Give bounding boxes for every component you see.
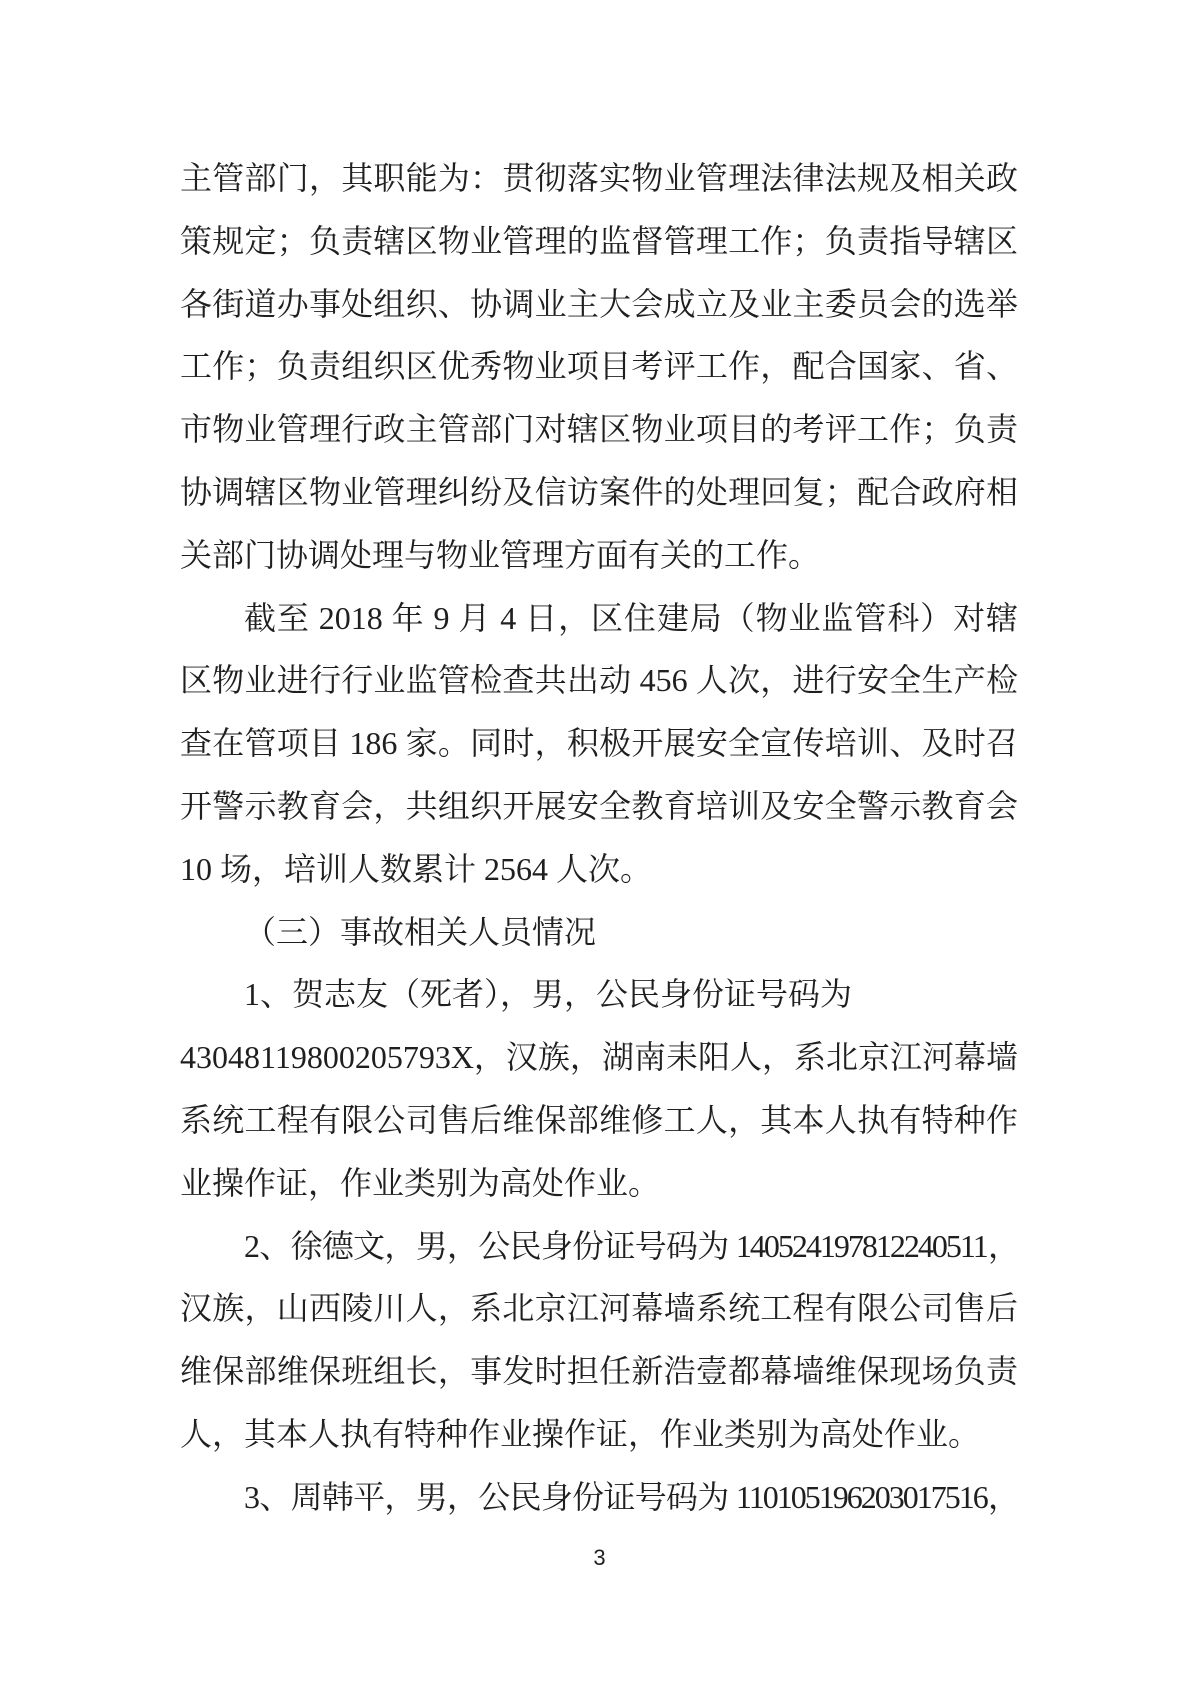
page-number: 3 [593, 1545, 606, 1570]
text-line: 各街道办事处组织、协调业主大会成立及业主委员会的选举 [180, 285, 1018, 322]
text-line: 2、徐德文，男，公民身份证号码为 140524197812240511， [244, 1227, 1018, 1264]
text-line: 1、贺志友（死者），男，公民身份证号码为 [244, 976, 853, 1013]
text-line: 策规定；负责辖区物业管理的监督管理工作；负责指导辖区 [180, 222, 1018, 259]
section-heading: （三）事故相关人员情况 [244, 913, 597, 950]
text-line: 3、周韩平，男，公民身份证号码为 110105196203017516， [244, 1478, 1018, 1515]
text-line: 截至 2018 年 9 月 4 日，区住建局（物业监管科）对辖 [244, 599, 1018, 636]
text-line: 协调辖区物业管理纠纷及信访案件的处理回复；配合政府相 [180, 473, 1018, 510]
text-line: 43048119800205793X，汉族，湖南耒阳人，系北京江河幕墙 [180, 1039, 1018, 1076]
text-line: 区物业进行行业监管检查共出动 456 人次，进行安全生产检 [180, 662, 1018, 699]
text-line: 业操作证，作业类别为高处作业。 [180, 1164, 661, 1201]
document-body [180, 147, 1018, 1529]
text-line: 10 场，培训人数累计 2564 人次。 [180, 850, 653, 887]
text-line: 市物业管理行政主管部门对辖区物业项目的考评工作；负责 [180, 411, 1018, 448]
text-line: 查在管项目 186 家。同时，积极开展安全宣传培训、及时召 [180, 725, 1018, 762]
text-line: 开警示教育会，共组织开展安全教育培训及安全警示教育会 [180, 787, 1018, 824]
text-line: 人，其本人执有特种作业操作证，作业类别为高处作业。 [180, 1415, 981, 1452]
text-line: 主管部门，其职能为：贯彻落实物业管理法律法规及相关政 [180, 160, 1018, 196]
text-line: 系统工程有限公司售后维保部维修工人，其本人执有特种作 [180, 1101, 1018, 1138]
text-line: 维保部维保班组长，事发时担任新浩壹都幕墙维保现场负责 [180, 1353, 1018, 1390]
text-line: 汉族，山西陵川人，系北京江河幕墙系统工程有限公司售后 [180, 1290, 1018, 1327]
text-line: 工作；负责组织区优秀物业项目考评工作，配合国家、省、 [180, 348, 1018, 385]
text-line: 关部门协调处理与物业管理方面有关的工作。 [180, 536, 821, 573]
